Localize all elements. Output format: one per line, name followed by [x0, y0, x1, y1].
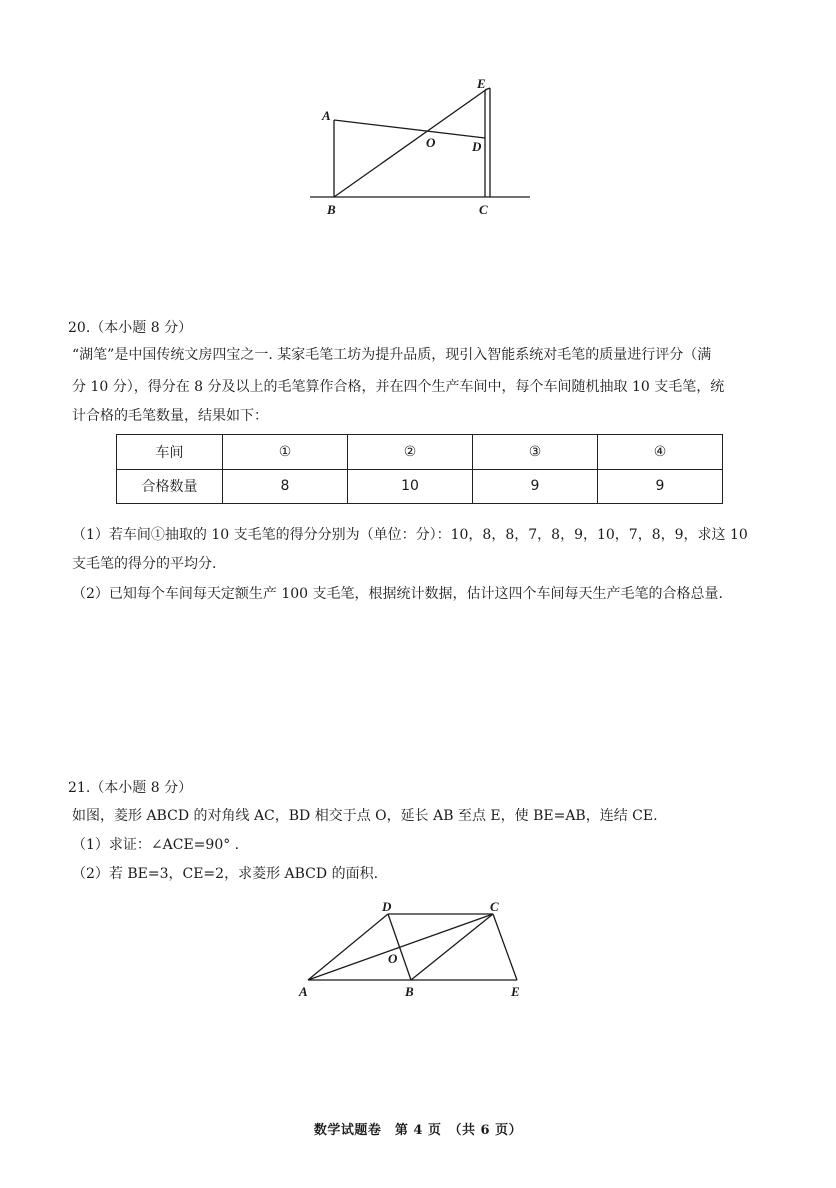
q21-part2: （2）若 BE=3，CE=2，求菱形 ABCD 的面积.: [72, 866, 379, 882]
figure-rhombus-diagram: [290, 895, 540, 1005]
diagonal-AC: [308, 914, 493, 980]
table-cell: 8: [223, 469, 348, 504]
table-header-row: [117, 435, 723, 470]
segment-AD: [308, 914, 388, 980]
segment-CB: [411, 914, 493, 980]
label-C: C: [479, 202, 488, 217]
q20-intro-line-2: 分 10 分），得分在 8 分及以上的毛笔算作合格，并在四个生产车间中，每个车间随机抽取 10 支毛笔，统: [72, 379, 725, 395]
table-cell: 9: [473, 469, 598, 504]
label-E: E: [511, 984, 520, 999]
label-A: A: [299, 984, 308, 999]
label-B: B: [405, 984, 414, 999]
q21-part1: （1）求证：∠ACE=90° .: [72, 837, 240, 853]
page-footer: 数学试题卷 第 4 页 （共 6 页）: [313, 1123, 523, 1138]
label-A: A: [322, 108, 331, 123]
q21-intro: 如图，菱形 ABCD 的对角线 AC，BD 相交于点 O，延长 AB 至点 E，使 BE=AB，连结 CE.: [72, 808, 658, 824]
label-D: D: [382, 899, 392, 914]
table-header-cell: ④: [598, 435, 723, 470]
table-header-cell: ③: [473, 435, 598, 470]
label-O: O: [388, 951, 398, 966]
segment-AD: [334, 120, 485, 138]
table-row: [117, 469, 723, 504]
table-cell: 合格数量: [117, 469, 223, 504]
figure-poles-diagram: [300, 70, 540, 220]
label-C: C: [490, 899, 499, 914]
label-O: O: [426, 135, 436, 150]
segment-BE: [334, 89, 487, 197]
q20-part1-line-1: （1）若车间①抽取的 10 支毛笔的得分分别为（单位：分）：10，8，8，7，8，9，10，7，8，9，求这 10: [72, 527, 748, 543]
q20-intro-line-3: 计合格的毛笔数量，结果如下：: [72, 408, 268, 424]
q20-part1-line-2: 支毛笔的得分的平均分.: [72, 556, 217, 572]
label-E: E: [477, 76, 486, 91]
qualified-count-table: [116, 434, 723, 504]
table-cell: 9: [598, 469, 723, 504]
table-header-cell: ②: [348, 435, 473, 470]
label-D: D: [472, 139, 482, 154]
table-cell: 10: [348, 469, 473, 504]
table-header-cell: ①: [223, 435, 348, 470]
q21-heading: 21.（本小题 8 分）: [68, 780, 193, 796]
segment-CE: [493, 914, 517, 980]
q20-heading: 20.（本小题 8 分）: [68, 320, 193, 336]
label-B: B: [327, 202, 336, 217]
table-header-cell: 车间: [117, 435, 223, 470]
diagonal-BD: [388, 914, 411, 980]
q20-intro-line-1: “湖笔”是中国传统文房四宝之一. 某家毛笔工坊为提升品质，现引入智能系统对毛笔的质量进行评分（满: [72, 347, 712, 363]
q20-part2: （2）已知每个车间每天定额生产 100 支毛笔，根据统计数据，估计这四个车间每天生产毛笔的合格总量.: [72, 586, 723, 602]
